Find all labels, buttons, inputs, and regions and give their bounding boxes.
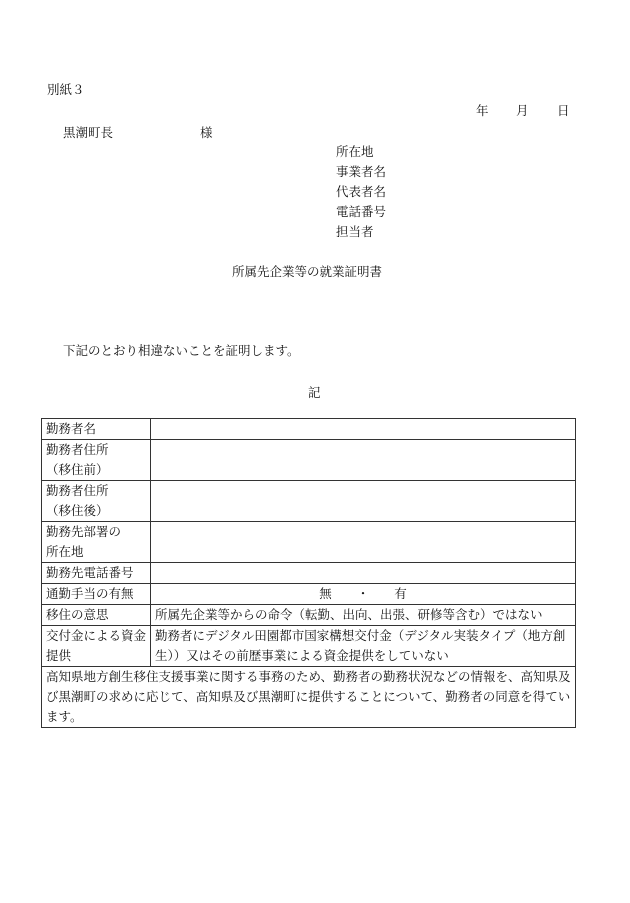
date-year-label: 年 (476, 103, 489, 118)
table-row (42, 584, 576, 605)
table-row (42, 626, 576, 667)
workplace-phone-value[interactable] (151, 563, 576, 584)
relocation-intent-label: 移住の意思 (42, 605, 151, 626)
table-row (42, 419, 576, 440)
issuer-phone-label: 電話番号 (336, 204, 387, 219)
issuer-contact-label: 担当者 (336, 224, 374, 239)
workplace-phone-label: 勤務先電話番号 (42, 563, 151, 584)
table-row (42, 522, 576, 563)
grant-funding-value: 勤務者にデジタル田園都市国家構想交付金（デジタル実装タイプ（地方創生））又はその前歴事業による資金提供をしていない (151, 626, 576, 667)
commute-allowance-options[interactable]: 無 ・ 有 (151, 584, 576, 605)
table-row (42, 605, 576, 626)
certificate-table (41, 418, 576, 728)
label-line: 勤務者住所 (46, 483, 109, 498)
date-month-label: 月 (516, 103, 529, 118)
label-line: （移住後） (46, 503, 109, 518)
document-title: 所属先企業等の就業証明書 (232, 264, 383, 279)
consent-statement: 高知県地方創生移住支援事業に関する事務のため、勤務者の勤務状況などの情報を、高知県及び黒潮町の求めに応じて、高知県及び黒潮町に提供することについて、勤務者の同意を得ています。 (42, 667, 576, 728)
addressee-honorific: 様 (200, 125, 213, 140)
issuer-representative-label: 代表者名 (336, 184, 387, 199)
worker-name-value[interactable] (151, 419, 576, 440)
workplace-location-value[interactable] (151, 522, 576, 563)
issuer-business-name-label: 事業者名 (336, 164, 387, 179)
issuer-address-label: 所在地 (336, 144, 374, 159)
table-row (42, 667, 576, 728)
label-line: 所在地 (46, 544, 84, 559)
workplace-location-label (42, 522, 151, 563)
worker-address-before-value[interactable] (151, 440, 576, 481)
addressee: 黒潮町長 (63, 125, 114, 140)
table-row (42, 563, 576, 584)
table-row (42, 481, 576, 522)
date-day-label: 日 (557, 103, 570, 118)
attachment-label: 別紙３ (47, 82, 85, 97)
worker-address-after-value[interactable] (151, 481, 576, 522)
label-line: 勤務者住所 (46, 442, 109, 457)
label-line: （移住前） (46, 462, 109, 477)
worker-name-label: 勤務者名 (42, 419, 151, 440)
certification-statement: 下記のとおり相違ないことを証明します。 (63, 343, 300, 358)
commute-allowance-label: 通勤手当の有無 (42, 584, 151, 605)
relocation-intent-value: 所属先企業等からの命令（転勤、出向、出張、研修等含む）ではない (151, 605, 576, 626)
table-row (42, 440, 576, 481)
worker-address-before-label (42, 440, 151, 481)
worker-address-after-label (42, 481, 151, 522)
grant-funding-label: 交付金による資金提供 (42, 626, 151, 667)
ki-mark: 記 (308, 385, 321, 400)
label-line: 勤務先部署の (46, 524, 122, 539)
